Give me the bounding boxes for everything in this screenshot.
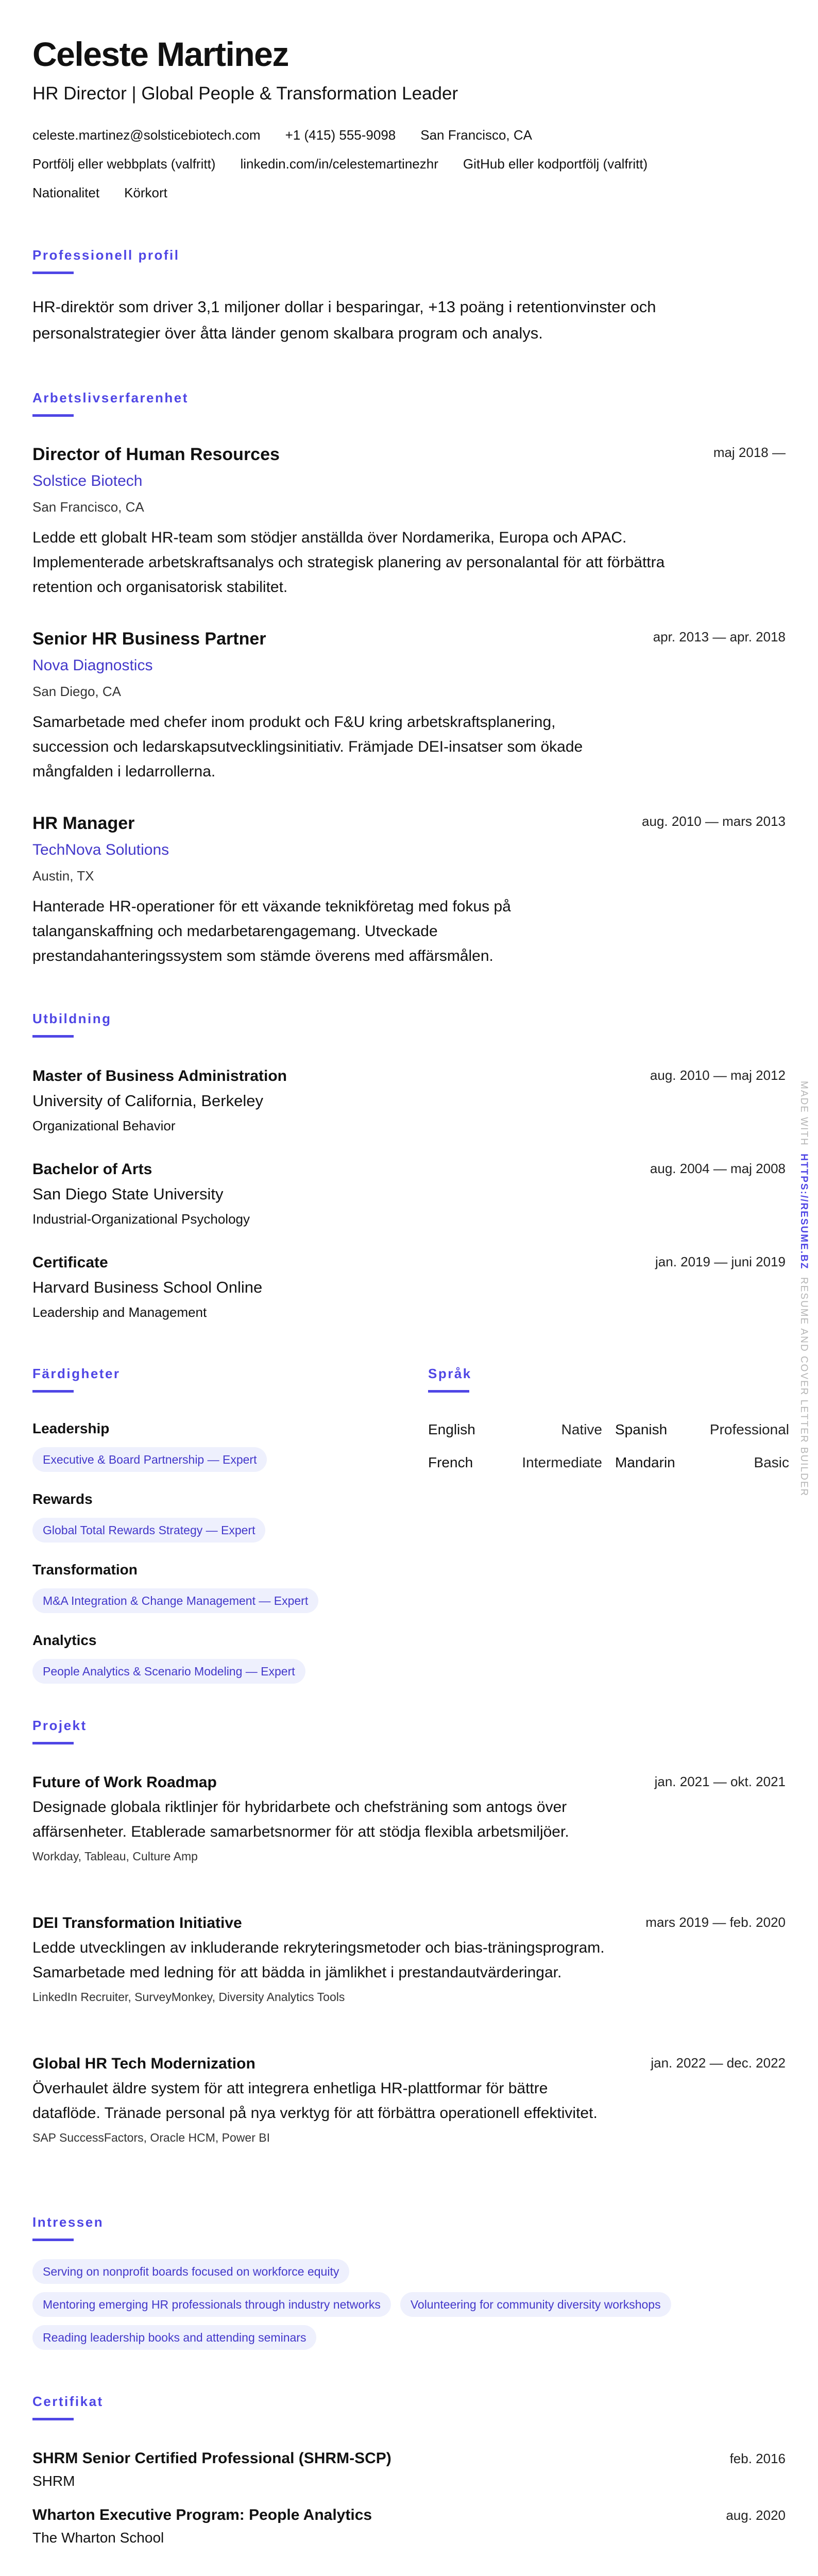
certificates-section <box>32 2393 786 2549</box>
certificate-title: SHRM Senior Certified Professional (SHRM-SCP) <box>32 2450 391 2467</box>
section-underline <box>32 2239 74 2241</box>
education-item <box>32 1157 786 1250</box>
section-heading: Professionell profil <box>32 247 180 263</box>
job-date: apr. 2013 — apr. 2018 <box>653 629 786 645</box>
language-item <box>428 1419 602 1452</box>
school: Harvard Business School Online <box>32 1278 263 1296</box>
language-item <box>615 1452 789 1485</box>
degree: Bachelor of Arts <box>32 1161 152 1178</box>
project-item <box>32 2052 786 2192</box>
section-heading: Intressen <box>32 2214 104 2230</box>
skill-group <box>32 1630 393 1701</box>
job-title: Director of Human Resources <box>32 445 280 464</box>
contact-row <box>32 121 795 149</box>
education-item <box>32 1250 786 1344</box>
phone-link[interactable]: +1 (415) 555-9098 <box>285 127 396 143</box>
contact-row <box>32 178 795 207</box>
project-date: mars 2019 — feb. 2020 <box>645 1914 786 1930</box>
job-description: Ledde ett globalt HR-team som stödjer anställda över Nordamerika, Europa och APAC. Implementerade arbetskraftsanalys och strategisk planering av personalantal för att förbättra retention och organisatorisk stabilitet. <box>32 529 665 596</box>
skill-group-label: Leadership <box>32 1420 110 1436</box>
project-tools: LinkedIn Recruiter, SurveyMonkey, Diversity Analytics Tools <box>32 1990 345 2004</box>
certificate-item <box>32 2504 786 2549</box>
drivers-license-text: Körkort <box>124 185 167 200</box>
candidate-name: Celeste Martinez <box>32 35 288 73</box>
experience-item <box>32 810 786 994</box>
profile-section <box>32 247 786 346</box>
experience-item <box>32 441 786 625</box>
linkedin-link[interactable]: linkedin.com/in/celestemartinezhr <box>240 156 438 172</box>
experience-item <box>32 625 786 810</box>
language-level: Native <box>561 1421 602 1437</box>
section-underline <box>32 2418 74 2420</box>
skill-group-label: Analytics <box>32 1632 97 1648</box>
section-heading: Arbetslivserfarenhet <box>32 390 189 405</box>
section-underline <box>428 1390 469 1393</box>
interest-chip: Reading leadership books and attending seminars <box>32 2325 316 2350</box>
company-name: Nova Diagnostics <box>32 657 153 674</box>
projects-section <box>32 1717 786 2192</box>
project-title: Future of Work Roadmap <box>32 1774 217 1791</box>
job-location: San Diego, CA <box>32 684 121 699</box>
interest-chip: Volunteering for community diversity workshops <box>400 2292 671 2317</box>
job-location: San Francisco, CA <box>32 499 144 515</box>
experience-section <box>32 389 786 994</box>
interest-chip: Mentoring emerging HR professionals through industry networks <box>32 2292 391 2317</box>
skill-group <box>32 1418 393 1489</box>
skill-group <box>32 1489 393 1560</box>
project-date: jan. 2021 — okt. 2021 <box>654 1774 786 1789</box>
school: University of California, Berkeley <box>32 1092 263 1110</box>
language-name: Mandarin <box>615 1454 675 1470</box>
job-location: Austin, TX <box>32 868 94 884</box>
skill-chip: M&A Integration & Change Management — Expert <box>32 1588 318 1613</box>
section-underline <box>32 272 74 274</box>
contact-row <box>32 149 795 178</box>
skill-group-label: Transformation <box>32 1562 138 1578</box>
degree: Certificate <box>32 1254 108 1271</box>
project-date: jan. 2022 — dec. 2022 <box>651 2055 786 2071</box>
language-level: Basic <box>754 1454 789 1470</box>
contact-info <box>32 121 795 207</box>
field-of-study: Industrial-Organizational Psychology <box>32 1211 250 1227</box>
job-title: HR Manager <box>32 814 135 833</box>
company-name: TechNova Solutions <box>32 841 169 858</box>
certificate-issuer: SHRM <box>32 2473 75 2489</box>
certificate-date: feb. 2016 <box>729 2451 786 2466</box>
project-description: Ledde utvecklingen av inkluderande rekryteringsmetoder och bias-träningsprogram. Samarbetade med ledning för att bädda in jämlikhet i prestandautvärderingar. <box>32 1939 605 1981</box>
interests-section <box>32 2214 786 2350</box>
project-item <box>32 1770 786 1911</box>
project-item <box>32 1911 786 2052</box>
certificate-item <box>32 2447 786 2504</box>
education-item <box>32 1064 786 1157</box>
language-item <box>615 1419 789 1452</box>
github-link[interactable]: GitHub eller kodportfölj (valfritt) <box>463 156 648 172</box>
email-link[interactable]: celeste.martinez@solsticebiotech.com <box>32 127 261 143</box>
skills-section <box>32 1365 393 1701</box>
section-heading: Språk <box>428 1366 472 1381</box>
project-title: DEI Transformation Initiative <box>32 1914 242 1931</box>
project-tools: Workday, Tableau, Culture Amp <box>32 1850 198 1863</box>
watermark-suffix: RESUME AND COVER LETTER BUILDER <box>798 1277 809 1497</box>
field-of-study: Organizational Behavior <box>32 1118 176 1133</box>
job-title: Senior HR Business Partner <box>32 629 266 649</box>
certificate-title: Wharton Executive Program: People Analytics <box>32 2506 372 2523</box>
section-heading: Färdigheter <box>32 1366 121 1381</box>
section-underline <box>32 414 74 417</box>
watermark <box>798 1081 809 1497</box>
language-name: French <box>428 1454 473 1470</box>
language-level: Intermediate <box>522 1454 602 1470</box>
section-heading: Certifikat <box>32 2394 104 2409</box>
project-tools: SAP SuccessFactors, Oracle HCM, Power BI <box>32 2131 270 2144</box>
languages-section <box>428 1365 789 1485</box>
job-description: Samarbetade med chefer inom produkt och F&U kring arbetskraftsplanering, succession och ledarskapsutvecklingsinitiativ. Främjade DEI-insatser som ökade mångfalden i ledarrollerna. <box>32 714 583 780</box>
watermark-prefix: MADE WITH <box>798 1081 809 1146</box>
skill-chip: Executive & Board Partnership — Expert <box>32 1447 267 1472</box>
section-heading: Projekt <box>32 1718 87 1733</box>
interest-chip: Serving on nonprofit boards focused on workforce equity <box>32 2259 349 2284</box>
degree: Master of Business Administration <box>32 1067 287 1084</box>
language-name: English <box>428 1421 475 1437</box>
section-underline <box>32 1035 74 1038</box>
certificate-date: aug. 2020 <box>726 2507 786 2523</box>
project-description: Överhaulet äldre system för att integrera enhetliga HR-plattformar för bättre dataflöde. Tränade personal på nya verktyg för att förbättra operationell effektivitet. <box>32 2080 598 2122</box>
skill-group-label: Rewards <box>32 1491 93 1507</box>
project-description: Designade globala riktlinjer för hybridarbete och chefsträning som antogs över affärsenheter. Etablerade samarbetsnormer för att stödja flexibla arbetsmiljöer. <box>32 1799 569 1840</box>
skill-chip: People Analytics & Scenario Modeling — Expert <box>32 1659 305 1684</box>
field-of-study: Leadership and Management <box>32 1304 207 1320</box>
education-section <box>32 1010 786 1344</box>
project-title: Global HR Tech Modernization <box>32 2055 255 2072</box>
company-name: Solstice Biotech <box>32 472 143 489</box>
education-date: aug. 2004 — maj 2008 <box>650 1161 786 1176</box>
education-date: aug. 2010 — maj 2012 <box>650 1067 786 1083</box>
school: San Diego State University <box>32 1185 224 1203</box>
job-date: aug. 2010 — mars 2013 <box>642 814 786 829</box>
language-item <box>428 1452 602 1485</box>
job-description: Hanterade HR-operationer för ett växande teknikföretag med fokus på talanganskaffning och medarbetarengagemang. Utveckade prestandahanteringssystem som stämde överens med affärsmålen. <box>32 898 511 964</box>
section-underline <box>32 1742 74 1744</box>
job-date: maj 2018 — <box>713 445 786 460</box>
candidate-headline: HR Director | Global People & Transformation Leader <box>32 83 458 104</box>
skill-chip: Global Total Rewards Strategy — Expert <box>32 1518 265 1543</box>
language-level: Professional <box>709 1421 789 1437</box>
nationality-text: Nationalitet <box>32 185 100 200</box>
profile-summary: HR-direktör som driver 3,1 miljoner dollar i besparingar, +13 poäng i retentionvinster och personalstrategier över åtta länder genom skalbara program och analys. <box>32 298 656 342</box>
section-heading: Utbildning <box>32 1011 112 1026</box>
watermark-link[interactable]: HTTPS://RESUME.BZ <box>798 1154 809 1270</box>
section-underline <box>32 1390 74 1393</box>
skill-group <box>32 1560 393 1630</box>
location-text: San Francisco, CA <box>420 127 532 143</box>
certificate-issuer: The Wharton School <box>32 2530 164 2546</box>
language-name: Spanish <box>615 1421 668 1437</box>
portfolio-link[interactable]: Portfölj eller webbplats (valfritt) <box>32 156 216 172</box>
education-date: jan. 2019 — juni 2019 <box>655 1254 786 1269</box>
